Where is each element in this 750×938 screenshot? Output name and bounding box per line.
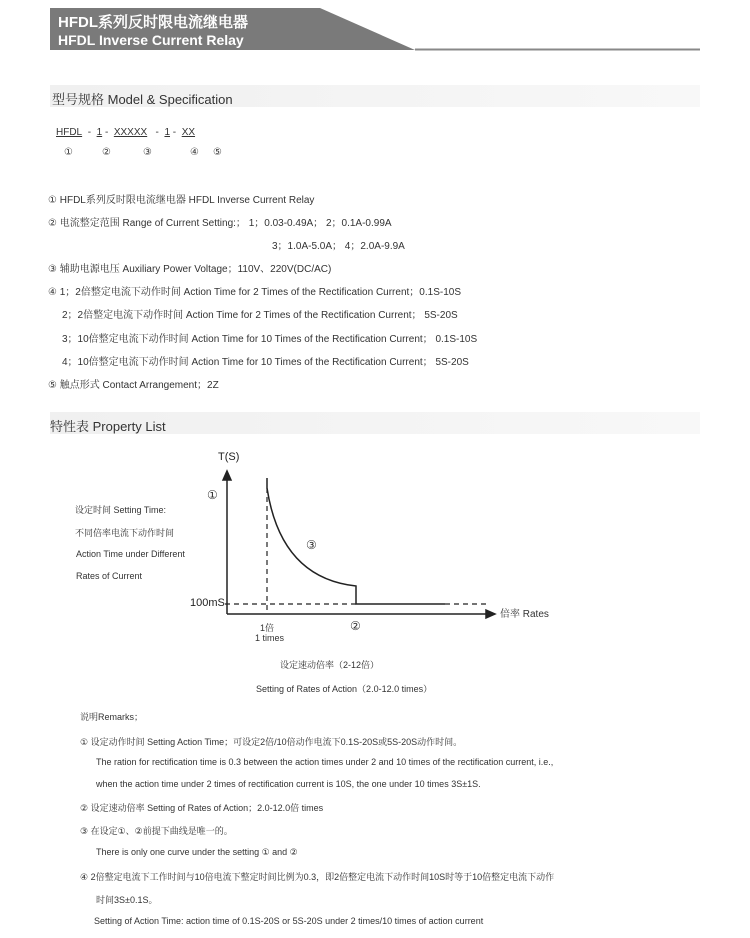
index-5: ⑤ xyxy=(213,147,222,158)
x-axis-arrow xyxy=(486,610,495,618)
caption-cn: 设定速动倍率（2-12倍） xyxy=(280,660,380,670)
code-part: XX xyxy=(181,127,196,138)
title-en: HFDL Inverse Current Relay xyxy=(58,32,244,48)
remark-line: ③ 在设定①、②前提下曲线是唯一的。 xyxy=(80,826,233,836)
index-1: ① xyxy=(64,147,73,158)
code-part: HFDL xyxy=(56,127,83,138)
index-3: ③ xyxy=(143,147,152,158)
remark-line: 时间3S±0.1S。 xyxy=(96,895,158,905)
remark-line: when the action time under 2 times of rectification current is 10S, the one under 10 times 3S±1S. xyxy=(96,779,481,789)
remark-line: Setting of Action Time: action time of 0.1S-20S or 5S-20S under 2 times/10 times of action current xyxy=(94,916,484,926)
marker-2: ② xyxy=(350,619,361,633)
remark-line: ② 设定速动倍率 Setting of Rates of Action；2.0-12.0倍 times xyxy=(80,803,324,813)
title-cn: HFDL系列反时限电流继电器 xyxy=(58,14,248,31)
left-text: Action Time under Different xyxy=(76,549,185,559)
code-sep: - xyxy=(155,127,159,138)
spec-item: ① HFDL系列反时限电流继电器 HFDL Inverse Current Relay xyxy=(48,195,315,206)
y-axis-label: T(S) xyxy=(218,451,240,463)
index-4: ④ xyxy=(190,147,199,158)
section-title-model: 型号规格 Model & Specification xyxy=(52,92,233,107)
remarks-title: 说明Remarks； xyxy=(80,712,144,722)
left-text: 设定时间 Setting Time: xyxy=(75,505,167,515)
code-sep: - xyxy=(87,127,92,138)
spec-item: 4；10倍整定电流下动作时间 Action Time for 10 Times of the Rectification Current； 5S-20S xyxy=(62,357,469,368)
spec-item: ② 电流整定范围 Range of Current Setting:； 1；0.03-0.49A； 2；0.1A-0.99A xyxy=(48,218,392,229)
left-text: 不同倍率电流下动作时间 xyxy=(75,528,175,538)
x-tick-en: 1 times xyxy=(255,633,285,643)
marker-3: ③ xyxy=(306,538,317,552)
code-sep: - xyxy=(172,127,177,138)
curve-line xyxy=(267,478,445,604)
code-part: 1 xyxy=(96,127,103,138)
spec-item: 3；10倍整定电流下动作时间 Action Time for 10 Times of the Rectification Current； 0.1S-10S xyxy=(62,334,478,345)
spec-item: 2；2倍整定电流下动作时间 Action Time for 2 Times of the Rectification Current； 5S-20S xyxy=(62,310,458,321)
level-label: 100mS xyxy=(190,597,225,609)
remark-line: There is only one curve under the setting ① and ② xyxy=(96,847,298,857)
marker-1: ① xyxy=(207,488,218,502)
characteristic-curve xyxy=(0,440,750,640)
x-axis-label: 倍率 Rates xyxy=(500,609,549,620)
model-code xyxy=(56,127,195,138)
code-sep: - xyxy=(104,127,109,138)
section-title-property: 特性表 Property List xyxy=(50,419,166,434)
left-text: Rates of Current xyxy=(76,571,143,581)
remark-line: The ration for rectification time is 0.3 between the action times under 2 and 10 times of the rectification current, i.e., xyxy=(96,757,554,767)
spec-item: 3；1.0A-5.0A； 4；2.0A-9.9A xyxy=(272,241,405,252)
remark-line: ① 设定动作时间 Setting Action Time；可设定2倍/10倍动作电流下0.1S-20S或5S-20S动作时间。 xyxy=(80,737,463,747)
code-part: XXXXX xyxy=(113,127,148,138)
index-2: ② xyxy=(102,147,111,158)
x-tick-cn: 1倍 xyxy=(260,623,275,633)
caption-en: Setting of Rates of Action（2.0-12.0 times） xyxy=(256,684,433,694)
y-axis-arrow xyxy=(223,471,231,480)
spec-item: ④ 1；2倍整定电流下动作时间 Action Time for 2 Times of the Rectification Current；0.1S-10S xyxy=(48,287,461,298)
spec-item: ⑤ 触点形式 Contact Arrangement；2Z xyxy=(48,380,219,391)
spec-item: ③ 辅助电源电压 Auxiliary Power Voltage；110V、220V(DC/AC) xyxy=(48,264,332,275)
code-part: 1 xyxy=(164,127,171,138)
remark-line: ④ 2倍整定电流下工作时间与10倍电流下整定时间比例为0.3，即2倍整定电流下动作时间10S时等于10倍整定电流下动作 xyxy=(80,872,555,882)
